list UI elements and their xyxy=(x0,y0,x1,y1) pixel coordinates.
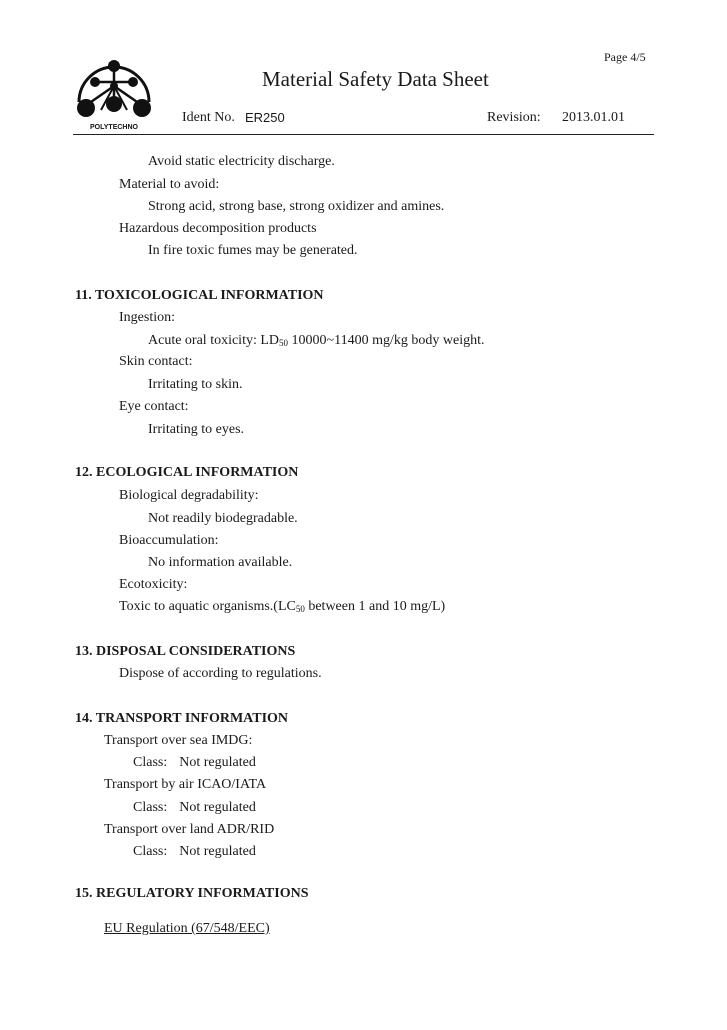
ingestion-label: Ingestion: xyxy=(119,310,175,325)
ecotoxicity-value: Toxic to aquatic $organisms.(LC_{50}$ between 1 and 10 mg/L) xyxy=(119,599,446,614)
transport-land-label: Transport over land ADR/RID xyxy=(104,822,275,837)
material-avoid-value: Strong acid, strong base, strong oxidizer and amines. xyxy=(148,199,445,214)
transport-land-class: Class: Not regulated xyxy=(133,844,256,859)
transport-sea-label: Transport over sea IMDG: xyxy=(104,733,253,748)
section-13-heading: 13. DISPOSAL CONSIDERATIONS xyxy=(75,644,296,659)
biodegradability-value: Not readily biodegradable. xyxy=(148,511,298,526)
eye-contact-value: Irritating to eyes. xyxy=(148,422,245,437)
decomposition-value: In fire toxic fumes may be generated. xyxy=(148,243,358,258)
transport-air-class: Class: Not regulated xyxy=(133,800,256,815)
section-12-heading: 12. ECOLOGICAL INFORMATION xyxy=(75,465,299,480)
document-title: Material Safety Data Sheet xyxy=(262,67,489,91)
ident-value: ER250 xyxy=(245,110,285,125)
eye-contact-label: Eye contact: xyxy=(119,399,189,414)
biodegradability-label: Biological degradability: xyxy=(119,488,259,503)
skin-contact-value: Irritating to skin. xyxy=(148,377,243,392)
ingestion-value: Acute oral toxicity: $LD_{50}$ 10000~11400 mg/kg body weight. xyxy=(148,333,485,348)
section-14-heading: 14. TRANSPORT INFORMATION xyxy=(75,711,289,726)
logo-text: POLYTECHNO xyxy=(90,124,138,131)
ecotoxicity-label: Ecotoxicity: xyxy=(119,577,188,592)
ident-label: Ident No. xyxy=(182,110,235,125)
transport-sea-class: Class: Not regulated xyxy=(133,755,256,770)
skin-contact-label: Skin contact: xyxy=(119,354,193,369)
material-avoid-label: Material to avoid: xyxy=(119,177,220,192)
page-number: Page 4/5 xyxy=(604,50,646,64)
revision-value: 2013.01.01 xyxy=(562,110,625,125)
decomposition-label: Hazardous decomposition products xyxy=(119,221,317,236)
static-discharge-text: Avoid static electricity discharge. xyxy=(148,154,335,169)
eu-regulation-heading: EU Regulation (67/548/EEC) xyxy=(104,921,270,936)
polytechno-logo-icon xyxy=(73,52,155,132)
section-11-heading: 11. TOXICOLOGICAL INFORMATION xyxy=(75,288,324,303)
disposal-text: Dispose of according to regulations. xyxy=(119,666,322,681)
header-divider xyxy=(73,134,654,135)
revision-label: Revision: xyxy=(487,110,541,125)
transport-air-label: Transport by air ICAO/IATA xyxy=(104,777,267,792)
bioaccumulation-value: No information available. xyxy=(148,555,293,570)
bioaccumulation-label: Bioaccumulation: xyxy=(119,533,219,548)
section-15-heading: 15. REGULATORY INFORMATIONS xyxy=(75,886,309,901)
